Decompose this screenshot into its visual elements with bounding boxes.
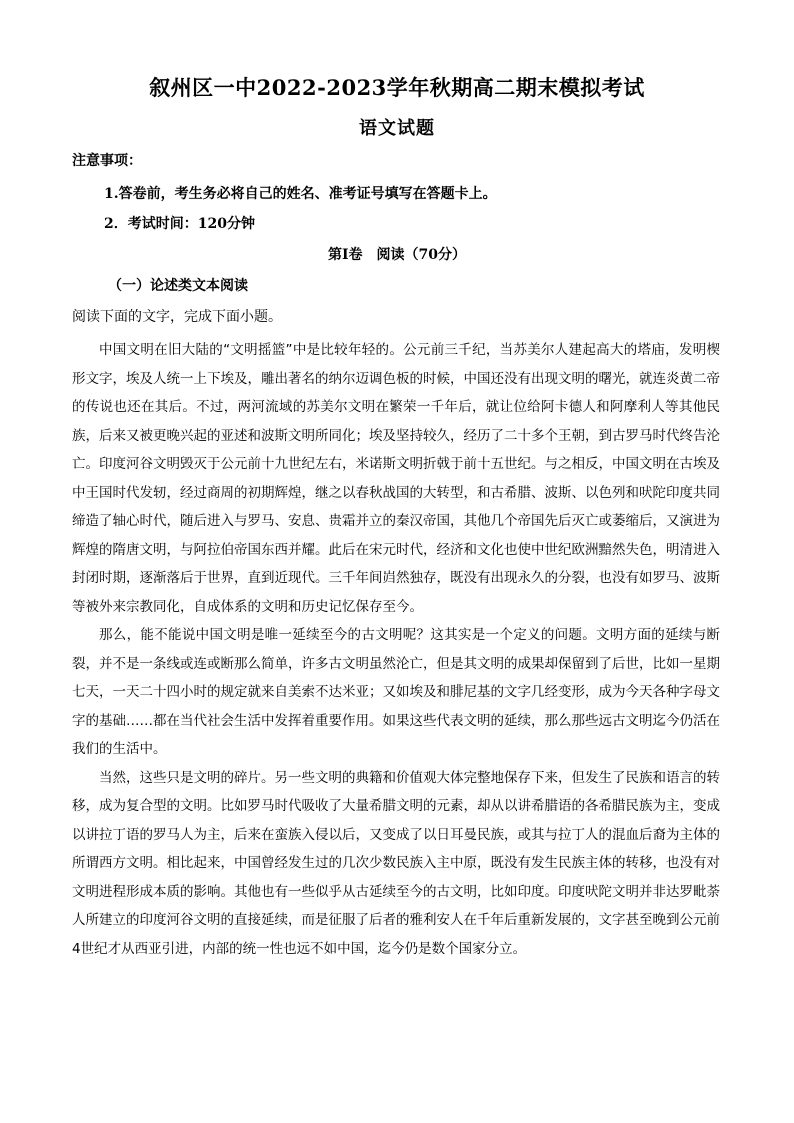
notice-heading: 注意事项： bbox=[72, 153, 142, 169]
notice-item: 1.答卷前，考生务必将自己的姓名、准考证号填写在答题卡上。 bbox=[104, 186, 497, 202]
exam-title: 叙州区一中2022-2023学年秋期高二期末模拟考试 bbox=[149, 75, 645, 100]
exam-subtitle: 语文试题 bbox=[359, 118, 435, 139]
subsection-title: （一）论述类文本阅读 bbox=[108, 278, 248, 294]
part-title: 第I卷 阅读（70分） bbox=[327, 247, 467, 263]
passage-paragraph: 中国文明在旧大陆的“文明摇篮”中是比较年轻的。公元前三千纪，当苏美尔人建起高大的塔庙，发明楔形文字，埃及人统一上下埃及，雕出著名的纳尔迈调色板的时候，中国还没有出现文明的曙光，就连炎黄二帝的传说也还在其后。不过，两河流域的苏美尔文明在繁荣一千年后，就让位给阿卡德人和阿摩利人等其他民族，后来又被更晚兴起的亚述和波斯文明所同化；埃及坚持较久，经历了二十多个王朝，到古罗马时代终告沦亡。印度河谷文明毁灭于公元前十九世纪左右，米诺斯文明折戟于前十五世纪。与之相反，中国文明在古埃及中王国时代发轫，经过商周的初期辉煌，继之以春秋战国的大转型，和古希腊、波斯、以色列和吠陀印度共同缔造了轴心时代，随后进入与罗马、安息、贵霜并立的秦汉帝国，其他几个帝国先后灭亡或萎缩后，又演进为辉煌的隋唐文明，与阿拉伯帝国东西并耀。此后在宋元时代，经济和文化也使中世纪欧洲黯然失色，明清进入封闭时期，逐渐落后于世界，直到近现代。三千年间岿然独存，既没有出现永久的分裂，也没有如罗马、波斯等被外来宗教同化，自成体系的文明和历史记忆保存至今。 bbox=[72, 342, 720, 615]
notice-item: 2．考试时间：120分钟 bbox=[104, 216, 255, 232]
reading-instruction: 阅读下面的文字，完成下面小题。 bbox=[72, 309, 282, 325]
passage-paragraph: 当然，这些只是文明的碎片。另一些文明的典籍和价值观大体完整地保存下来，但发生了民族和语言的转移，成为复合型的文明。比如罗马时代吸收了大量希腊文明的元素，却从以讲希腊语的各希腊民族为主，变成以讲拉丁语的罗马人为主，后来在蛮族入侵以后，又变成了以日耳曼民族，或其与拉丁人的混血后裔为主体的所谓西方文明。相比起来，中国曾经发生过的几次少数民族入主中原，既没有发生民族主体的转移，也没有对文明进程形成本质的影响。其他也有一些似乎从古延续至今的古文明，比如印度。印度吠陀文明并非达罗毗荼人所建立的印度河谷文明的直接延续，而是征服了后者的雅利安人在千年后重新发展的，文字甚至晚到公元前4世纪才从西亚引进，内部的统一性也远不如中国，迄今仍是数个国家分立。 bbox=[72, 769, 720, 957]
reading-passage bbox=[72, 336, 720, 963]
passage-paragraph: 那么，能不能说中国文明是唯一延续至今的古文明呢？这其实是一个定义的问题。文明方面的延续与断裂，并不是一条线或连或断那么简单，许多古文明虽然沦亡，但是其文明的成果却保留到了后世，比如一星期七天，一天二十四小时的规定就来自美索不达米亚；又如埃及和腓尼基的文字几经变形，成为今天各种字母文字的基础……都在当代社会生活中发挥着重要作用。如果这些代表文明的延续，那么那些远古文明迄今仍活在我们的生活中。 bbox=[72, 627, 720, 757]
